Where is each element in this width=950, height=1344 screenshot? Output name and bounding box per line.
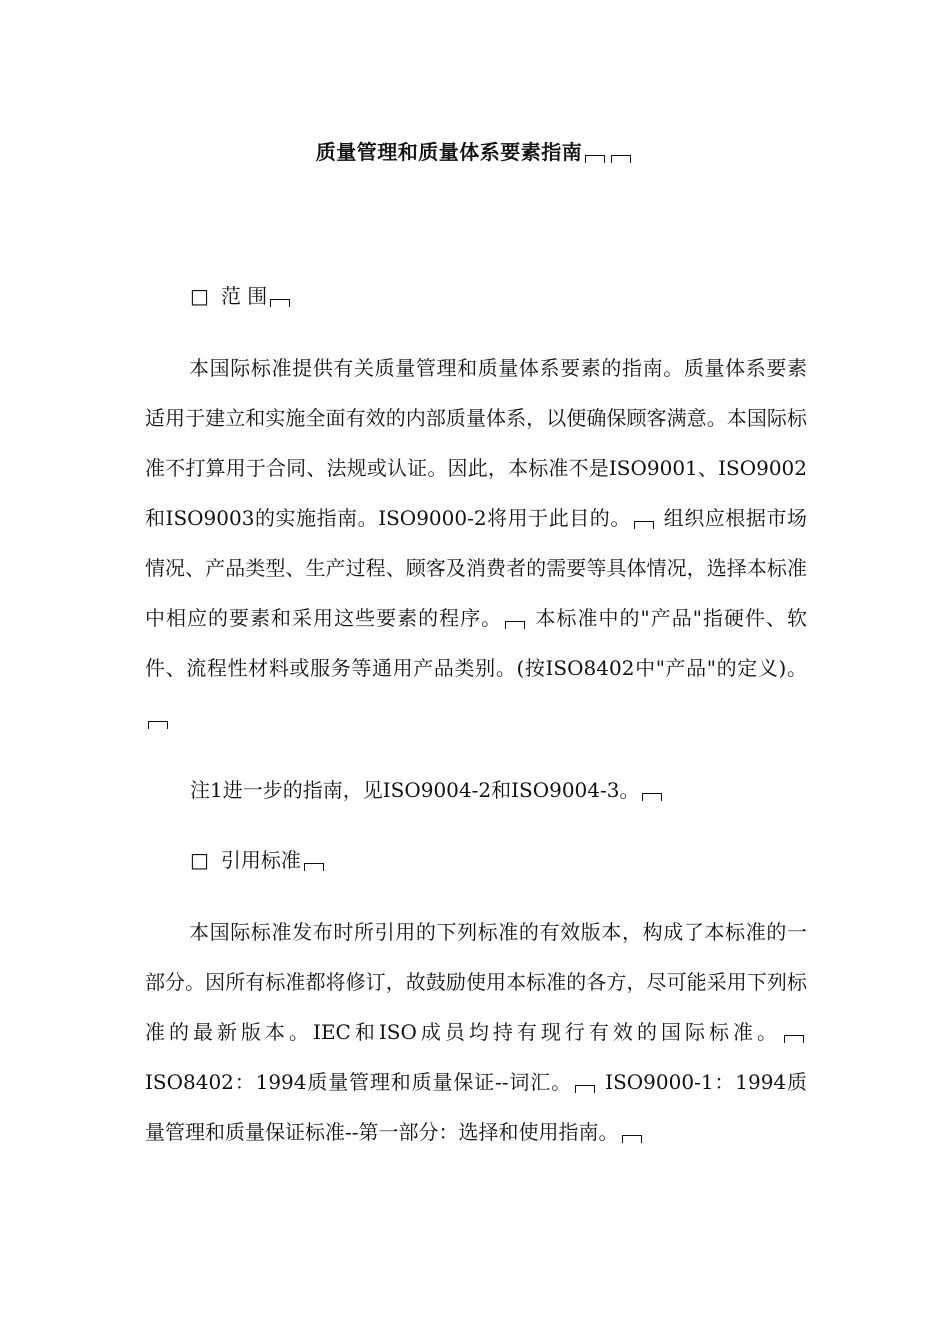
paragraph-mark-icon [784,1035,804,1043]
section-heading-scope [190,278,293,314]
references-paragraph-part1: 本国际标准发布时所引用的下列标准的有效版本，构成了本标准的一部分。因所有标准都将修订，故鼓励使用本标准的各方，尽可能采用下列标准的最新版本。IEC和ISO成员均持有现行有效的国际标准。 [145,920,807,1044]
checkbox-bullet-icon: □ [190,848,209,872]
section-heading-scope-text: 范 围 [220,284,268,308]
paragraph-mark-icon [148,721,168,729]
paragraph-mark-icon [611,155,631,163]
scope-paragraph [145,343,807,743]
paragraph-mark-icon [505,621,525,629]
paragraph-mark-icon [634,521,654,529]
references-paragraph-part2: ISO8402：1994质量管理和质量保证--词汇。 [145,1070,572,1094]
note-text: 注1进一步的指南，见ISO9004-2和ISO9004-3。 [190,778,640,802]
scope-paragraph-part2: 组织应根据市场情况、产品类型、生产过程、顾客及消费者的需要等具体情况，选择本标准中相应的要素和采用这些要素的程序。 [145,506,808,630]
note-line [190,772,665,808]
scope-paragraph-part1: 本国际标准提供有关质量管理和质量体系要素的指南。质量体系要素适用于建立和实施全面有效的内部质量体系，以便确保顾客满意。本国际标准不打算用于合同、法规或认证。因此，本标准不是ISO9001、ISO9002和ISO9003的实施指南。ISO9000-2将用于此目的。 [145,356,807,530]
document-title-text: 质量管理和质量体系要素指南 [315,140,583,164]
scope-paragraph-part3: 本标准中的"产品"指硬件、软件、流程性材料或服务等通用产品类别。(按ISO8402中"产品"的定义)。 [145,606,808,680]
document-title [0,134,950,170]
paragraph-mark-icon [622,1135,642,1143]
paragraph-mark-icon [585,155,605,163]
references-paragraph-part3: ISO9000-1：1994质量管理和质量保证标准--第一部分：选择和使用指南。 [145,1070,808,1144]
references-paragraph [145,907,807,1157]
section-heading-references [190,842,327,878]
paragraph-mark-icon [575,1085,595,1093]
paragraph-mark-icon [304,863,324,871]
checkbox-bullet-icon: □ [190,284,209,308]
paragraph-mark-icon [642,793,662,801]
section-heading-references-text: 引用标准 [220,848,301,872]
paragraph-mark-icon [270,299,290,307]
